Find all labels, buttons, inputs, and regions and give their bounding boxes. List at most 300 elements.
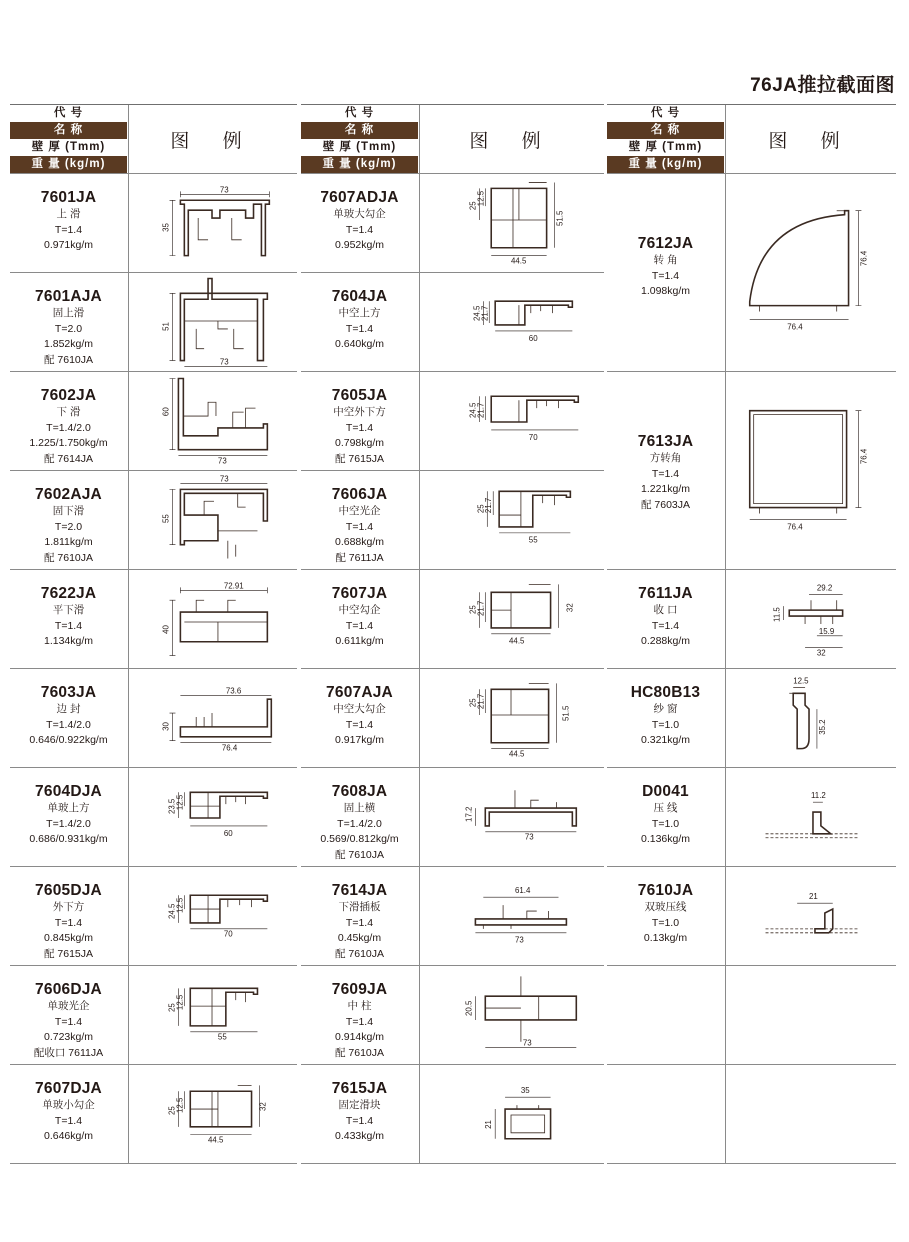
table-row [301, 372, 604, 471]
table-row [607, 174, 896, 372]
product-weight: 0.688kg/m [334, 536, 385, 548]
table-row [10, 174, 297, 273]
product-info [607, 372, 724, 569]
profile-outline [750, 211, 849, 306]
product-thickness: T=1.0 [651, 718, 680, 731]
product-thickness: T=1.4 [345, 520, 374, 533]
product-name: 外下方 [52, 901, 85, 913]
product-code: 7614JA [331, 882, 388, 899]
product-name: 固下滑 [52, 505, 85, 517]
dimension-label: 73 [522, 1038, 532, 1048]
dimension-label: 17.2 [464, 806, 474, 822]
product-info [10, 570, 127, 668]
product-weight: 0.845kg/m [43, 932, 94, 944]
dimension-label: 73 [219, 357, 229, 367]
table-row [607, 669, 896, 768]
dimension-label: 11.5 [772, 607, 782, 622]
profile-outline [499, 491, 570, 527]
profile-section-svg [420, 669, 604, 767]
dimension-label: 25 [167, 1003, 177, 1013]
dimension-label: 60 [161, 407, 171, 417]
product-match: 配 7614JA [43, 452, 94, 465]
product-thickness: T=1.4 [54, 916, 83, 929]
profile-drawing [128, 669, 297, 767]
table-row [10, 867, 297, 966]
product-weight: 0.798kg/m [334, 437, 385, 449]
profile-section-svg [726, 867, 896, 965]
profile-outline [180, 612, 267, 642]
product-code: 7601JA [40, 189, 97, 206]
profile-drawing [419, 570, 604, 668]
product-weight: 0.13kg/m [643, 932, 688, 944]
product-code: 7606JA [331, 486, 388, 503]
product-name: 单玻光企 [47, 1000, 90, 1012]
dimension-label: 29.2 [816, 583, 833, 593]
product-thickness: T=1.4/2.0 [46, 421, 91, 434]
header-code: 代 号 [301, 105, 418, 122]
profile-section-svg [420, 471, 604, 569]
dimension-label: 51 [161, 322, 171, 331]
product-name: 边 封 [56, 703, 81, 715]
profile-section-svg [420, 570, 604, 668]
header-label-stack [607, 105, 724, 173]
product-code: 7608JA [331, 783, 388, 800]
profile-section-svg [726, 372, 896, 569]
profile-inner-hook [184, 321, 257, 349]
product-info [301, 372, 418, 470]
product-thickness: T=2.0 [54, 322, 83, 335]
product-name: 双玻压线 [644, 901, 687, 913]
product-name: 中空勾企 [338, 604, 381, 616]
product-code: 7615JA [331, 1080, 388, 1097]
table-row [10, 768, 297, 867]
dimension-label: 55 [161, 514, 171, 523]
product-name: 单玻上方 [47, 802, 90, 814]
dimension-label: 12.5 [175, 1097, 185, 1114]
product-weight: 0.45kg/m [337, 932, 382, 944]
dimension-label: 24.5 [468, 402, 478, 419]
product-info [607, 1065, 724, 1163]
product-name: 中空大勾企 [333, 703, 386, 715]
product-info [10, 768, 127, 866]
table-row [10, 966, 297, 1065]
product-info [301, 966, 418, 1064]
dimension-label: 76.4 [859, 250, 869, 267]
profile-drawing [419, 273, 604, 371]
product-thickness: T=1.4 [54, 619, 83, 632]
profile-section-svg [129, 966, 297, 1064]
product-name: 上 滑 [56, 208, 81, 220]
product-weight: 0.433kg/m [334, 1130, 385, 1142]
product-name: 中空光企 [338, 505, 381, 517]
product-code: 7607JA [331, 585, 388, 602]
dimension-label: 25 [468, 605, 478, 615]
profile-inner-hook [766, 929, 859, 933]
product-info [10, 273, 127, 371]
profile-drawing [128, 768, 297, 866]
dimension-label: 55 [528, 535, 538, 545]
profile-section-svg [129, 174, 297, 272]
product-info [301, 1065, 418, 1163]
profile-outline [178, 379, 267, 450]
dimension-label: 12.5 [175, 994, 185, 1011]
dimension-label: 12.5 [793, 676, 809, 686]
profile-inner-hook [196, 713, 212, 727]
product-code: 7622JA [40, 585, 97, 602]
profile-outline [190, 792, 267, 818]
product-match: 配 7611JA [335, 551, 384, 564]
profile-section-svg [129, 669, 297, 767]
dimension-label: 44.5 [509, 749, 525, 759]
profile-section-svg [726, 570, 896, 668]
dimension-label: 25 [468, 201, 478, 211]
product-thickness: T=1.4 [651, 619, 680, 632]
product-info [301, 471, 418, 569]
product-info [607, 174, 724, 371]
table-row [10, 372, 297, 471]
product-thickness: T=1.4 [651, 467, 680, 480]
product-code: 7604DJA [35, 783, 102, 800]
dimension-label: 30 [161, 722, 171, 731]
product-weight: 0.640kg/m [334, 338, 385, 350]
profile-inner-hook [198, 218, 241, 240]
table-row [10, 273, 297, 372]
dimension-label: 60 [223, 828, 233, 838]
header-label-stack [10, 105, 127, 173]
profile-section-svg [726, 174, 896, 371]
header-weight: 重 量 (kg/m) [607, 156, 724, 173]
product-code: HC80B13 [630, 684, 701, 701]
product-name: 下 滑 [56, 406, 81, 418]
profile-drawing [419, 768, 604, 866]
product-name: 方转角 [649, 452, 682, 464]
profile-drawing [725, 372, 896, 569]
product-info [10, 174, 127, 272]
dimension-line [475, 897, 566, 933]
dimension-label: 51.5 [555, 210, 565, 226]
dimension-label: 20.5 [464, 1000, 474, 1016]
profile-section-svg [129, 372, 297, 470]
table-row [301, 1065, 604, 1164]
profile-section-svg [420, 867, 604, 965]
profile-section-svg [129, 867, 297, 965]
dimension-label: 32 [565, 603, 575, 613]
product-info [10, 669, 127, 767]
product-name: 单玻大勾企 [333, 208, 386, 220]
product-thickness: T=1.4 [54, 223, 83, 236]
product-code: D0041 [642, 783, 689, 800]
product-thickness: T=1.4/2.0 [46, 718, 91, 731]
dimension-label: 51.5 [561, 705, 571, 721]
profile-section-svg [129, 471, 297, 569]
product-code: 7606DJA [35, 981, 102, 998]
product-weight: 0.646kg/m [43, 1130, 94, 1142]
dimension-label: 21.7 [476, 693, 486, 710]
product-match: 配 7610JA [334, 947, 385, 960]
product-info [301, 867, 418, 965]
product-weight: 0.952kg/m [334, 239, 385, 251]
product-weight: 1.225/1.750kg/m [29, 437, 108, 449]
profile-outline [750, 411, 847, 508]
dimension-line [783, 594, 842, 647]
dimension-label: 44.5 [509, 636, 525, 646]
product-thickness: T=1.4/2.0 [337, 817, 382, 830]
header-code: 代 号 [10, 105, 127, 122]
profile-inner-hook [766, 834, 859, 838]
profile-drawing [419, 867, 604, 965]
profile-section-svg [726, 768, 896, 866]
table-row [607, 372, 896, 570]
dimension-label: 25 [167, 1106, 177, 1115]
table-row-empty [607, 1065, 896, 1164]
product-info [607, 669, 724, 767]
product-weight: 0.611kg/m [335, 635, 384, 647]
product-weight: 0.917kg/m [334, 734, 385, 746]
product-match: 配 7603JA [640, 498, 691, 511]
dimension-label: 73 [217, 456, 227, 466]
product-code: 7602JA [40, 387, 97, 404]
profile-drawing [725, 966, 896, 1064]
header-figure: 图 例 [725, 105, 896, 173]
dimension-label: 73.6 [225, 686, 242, 696]
dimension-label: 32 [258, 1102, 268, 1112]
table-row-empty [607, 966, 896, 1065]
dimension-label: 21 [809, 892, 818, 902]
header-name: 名 称 [301, 122, 418, 139]
dimension-label: 24.5 [472, 305, 482, 322]
product-info [301, 570, 418, 668]
product-weight: 0.321kg/m [640, 734, 691, 746]
product-thickness: T=1.4 [651, 269, 680, 282]
product-weight: 0.971kg/m [43, 239, 94, 251]
product-weight: 0.723kg/m [43, 1031, 94, 1043]
dimension-label: 12.5 [175, 794, 185, 811]
profile-drawing [419, 471, 604, 569]
product-match: 配 7610JA [334, 1046, 385, 1059]
product-weight: 0.686/0.931kg/m [29, 833, 108, 845]
product-name: 固上滑 [52, 307, 85, 319]
table-row [301, 867, 604, 966]
product-info [607, 768, 724, 866]
profile-drawing [725, 669, 896, 767]
table-row [301, 966, 604, 1065]
product-thickness: T=1.4 [345, 421, 374, 434]
product-thickness: T=1.0 [651, 817, 680, 830]
profile-drawing [419, 669, 604, 767]
product-code: 7611JA [638, 585, 693, 602]
profile-drawing [128, 273, 297, 371]
dimension-label: 73 [514, 935, 524, 945]
table-row [301, 174, 604, 273]
product-info [10, 372, 127, 470]
dimension-label: 40 [161, 625, 171, 634]
product-code: 7605JA [331, 387, 388, 404]
profile-outline [793, 693, 809, 748]
profile-inner-hook [789, 687, 805, 693]
product-thickness: T=1.4 [345, 223, 374, 236]
profile-outline [485, 808, 576, 826]
product-code: 7602AJA [35, 486, 102, 503]
product-thickness: T=1.4 [345, 1015, 374, 1028]
profile-drawing [725, 768, 896, 866]
table-header [607, 105, 896, 174]
profile-section-svg [129, 273, 297, 371]
dimension-label: 60 [528, 333, 538, 343]
product-code: 7610JA [637, 882, 694, 899]
dimension-label: 73 [524, 832, 534, 842]
table-row [301, 768, 604, 867]
dimension-label: 21 [484, 1120, 494, 1129]
profile-section-svg [129, 570, 297, 668]
dimension-label: 76.4 [859, 448, 869, 465]
product-weight: 0.569/0.812kg/m [320, 833, 399, 845]
profile-outline [180, 200, 269, 255]
product-code: 7609JA [331, 981, 388, 998]
profile-inner-hook [183, 402, 255, 428]
product-weight: 0.646/0.922kg/m [29, 734, 108, 746]
product-name: 压 线 [653, 802, 678, 814]
product-name: 平下滑 [52, 604, 85, 616]
dimension-label: 32 [816, 648, 826, 658]
profile-outline [491, 396, 578, 422]
catalog-column-2 [301, 104, 604, 1164]
profile-outline [180, 699, 271, 737]
table-row [301, 669, 604, 768]
product-info [607, 966, 724, 1064]
profile-section-svg [420, 1065, 604, 1163]
product-name: 中 柱 [347, 1000, 372, 1012]
profile-outline [815, 909, 833, 933]
table-row [607, 570, 896, 669]
profile-outline [505, 1109, 551, 1139]
product-match: 配 7615JA [334, 452, 385, 465]
table-row [10, 669, 297, 768]
table-row [10, 471, 297, 570]
product-name: 中空上方 [338, 307, 381, 319]
table-row [301, 273, 604, 372]
table-row [607, 768, 896, 867]
header-thickness: 壁 厚 (Tmm) [10, 139, 127, 156]
product-info [301, 273, 418, 371]
dimension-label: 35.2 [817, 719, 827, 735]
product-weight: 0.288kg/m [640, 635, 691, 647]
table-row [607, 867, 896, 966]
product-name: 转 角 [653, 254, 678, 266]
product-weight: 1.811kg/m [44, 536, 93, 548]
header-figure: 图 例 [128, 105, 297, 173]
profile-section-svg [420, 768, 604, 866]
dimension-label: 55 [217, 1032, 227, 1042]
product-weight: 1.098kg/m [640, 285, 691, 297]
product-name: 下滑插板 [338, 901, 381, 913]
product-match: 配 7610JA [43, 551, 94, 564]
dimension-label: 24.5 [167, 903, 177, 919]
product-match: 配 7610JA [334, 848, 385, 861]
product-name: 纱 窗 [653, 703, 678, 715]
header-weight: 重 量 (kg/m) [10, 156, 127, 173]
profile-drawing [725, 867, 896, 965]
dimension-label: 61.4 [514, 886, 531, 896]
product-code: 7603JA [40, 684, 97, 701]
dimension-label: 73 [219, 185, 229, 195]
dimension-label: 76.4 [787, 522, 803, 532]
profile-drawing [725, 1065, 896, 1163]
profile-outline [813, 812, 831, 834]
dimension-label: 23.5 [167, 798, 177, 815]
product-thickness: T=1.4 [345, 916, 374, 929]
product-thickness: T=1.4 [54, 1114, 83, 1127]
profile-drawing [128, 1065, 297, 1163]
product-info [10, 471, 127, 569]
header-figure: 图 例 [419, 105, 604, 173]
profile-outline [491, 689, 548, 742]
dimension-label: 21.7 [480, 305, 490, 322]
dimension-label: 15.9 [818, 626, 835, 636]
profile-section-svg [129, 1065, 297, 1163]
profile-drawing [128, 471, 297, 569]
product-name: 固定滑块 [338, 1099, 381, 1111]
profile-outline [495, 301, 572, 325]
product-code: 7607DJA [35, 1080, 102, 1097]
dimension-label: 12.5 [175, 897, 185, 914]
profile-section-svg [420, 966, 604, 1064]
profile-outline [789, 610, 842, 616]
product-thickness: T=1.4 [345, 322, 374, 335]
dimension-label: 72.91 [223, 581, 244, 591]
header-weight: 重 量 (kg/m) [301, 156, 418, 173]
header-label-stack [301, 105, 418, 173]
product-info [607, 570, 724, 668]
table-row [301, 471, 604, 570]
catalog-column-1 [10, 104, 297, 1164]
header-thickness: 壁 厚 (Tmm) [607, 139, 724, 156]
product-thickness: T=1.0 [651, 916, 680, 929]
profile-drawing [419, 966, 604, 1064]
profile-drawing [128, 570, 297, 668]
dimension-label: 35 [161, 223, 171, 232]
profile-section-svg [726, 669, 896, 767]
table-header [10, 105, 297, 174]
product-thickness: T=1.4 [345, 619, 374, 632]
profile-outline [180, 489, 267, 544]
product-code: 7607AJA [326, 684, 393, 701]
product-name: 单玻小勾企 [42, 1099, 95, 1111]
product-info [301, 669, 418, 767]
dimension-label: 44.5 [208, 1135, 224, 1145]
profile-section-svg [420, 372, 604, 470]
header-name: 名 称 [10, 122, 127, 139]
product-weight: 1.852kg/m [43, 338, 94, 350]
product-code: 7601AJA [35, 288, 102, 305]
product-code: 7612JA [637, 235, 694, 252]
dimension-label: 25 [468, 698, 478, 708]
header-code: 代 号 [607, 105, 724, 122]
product-thickness: T=1.4 [345, 1114, 374, 1127]
product-info [10, 966, 127, 1064]
profile-outline [475, 919, 566, 925]
product-code: 7604JA [331, 288, 388, 305]
table-row [301, 570, 604, 669]
product-weight: 0.914kg/m [334, 1031, 385, 1043]
profile-drawing [725, 174, 896, 371]
profile-drawing [725, 570, 896, 668]
product-thickness: T=1.4 [345, 718, 374, 731]
dimension-label: 21.7 [484, 497, 494, 514]
profile-section-svg [420, 174, 604, 272]
dimension-label: 70 [223, 929, 233, 939]
product-thickness: T=1.4 [54, 1015, 83, 1028]
product-thickness: T=1.4/2.0 [46, 817, 91, 830]
